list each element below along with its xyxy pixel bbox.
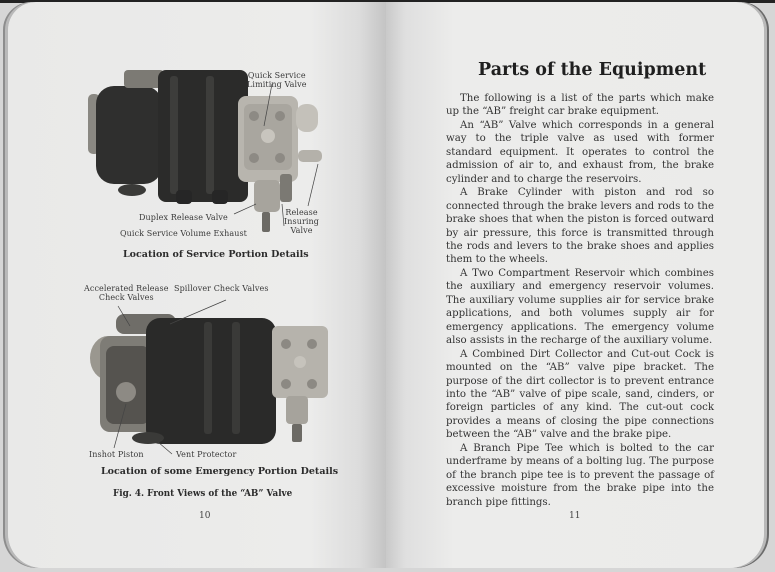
caption-service-portion: Location of Service Portion Details bbox=[123, 249, 309, 260]
paragraph-ab-valve: An “AB” Valve which corresponds in a general way to the triple valve as used with former standard equipment. It operates to control the admission of air to, and exhaust from, the brake cylinder and to charge the reservoirs. bbox=[446, 119, 714, 185]
label-release-insuring-valve: Release Insuring Valve bbox=[284, 208, 320, 235]
label-quick-service-volume-exhaust: Quick Service Volume Exhaust bbox=[120, 229, 247, 238]
page-number-left: 10 bbox=[199, 511, 211, 521]
paragraph-branch-pipe-tee: A Branch Pipe Tee which is bolted to the car underframe by means of a bolting lug. The purpose of the branch pipe tee is to prevent the passage of excessive moisture from the brake pipe into the branch pipe fittings. bbox=[446, 442, 714, 508]
paragraph-intro: The following is a list of the parts which make up the “AB” freight car brake equipment. bbox=[446, 93, 714, 118]
paragraph-reservoir: A Two Compartment Reservoir which combines the auxiliary and emergency reservoir volumes. The auxiliary volume supplies air for service brake applications, and both volumes supply air for emergency applications. The emergency volume also assists in the recharge of the auxiliary volume. bbox=[446, 267, 714, 347]
caption-emergency-portion: Location of some Emergency Portion Details bbox=[101, 466, 339, 477]
figure-caption: Fig. 4. Front Views of the “AB” Valve bbox=[113, 489, 293, 499]
valve-body-center bbox=[158, 70, 248, 204]
label-spillover-check-valves: Spillover Check Valves bbox=[174, 284, 269, 293]
emergency-body bbox=[90, 314, 276, 444]
page-number-right: 11 bbox=[569, 511, 581, 521]
label-quick-service-limiting-valve: Quick Service Limiting Valve bbox=[247, 71, 307, 89]
emergency-portion-photo bbox=[86, 296, 336, 456]
valve-body-left bbox=[88, 70, 164, 196]
left-page bbox=[8, 2, 386, 568]
label-accelerated-release-check-valves: Accelerated Release Check Valves bbox=[84, 284, 169, 302]
page-title: Parts of the Equipment bbox=[478, 60, 707, 80]
label-inshot-piston: Inshot Piston bbox=[89, 450, 144, 459]
label-vent-protector: Vent Protector bbox=[176, 450, 237, 459]
body-text bbox=[446, 92, 714, 509]
paragraph-brake-cylinder: A Brake Cylinder with piston and rod so connected through the brake levers and rods to the brake shoes that when the piston is forced outward by air pressure, this force is transmitted through the rods and levers to the brake shoes and applies them to the wheels. bbox=[446, 187, 714, 266]
label-duplex-release-valve: Duplex Release Valve bbox=[139, 213, 228, 222]
paragraph-dirt-collector: A Combined Dirt Collector and Cut-out Cock is mounted on the “AB” valve pipe bracket. The purpose of the dirt collector is to prevent entrance into the “AB” valve of pipe scale, sand, cinders, or foreign particles of any kind. The cut-out cock provides a means of closing the pipe connections between the “AB” valve and the brake pipe. bbox=[446, 348, 714, 441]
service-portion-block-side bbox=[272, 326, 328, 442]
